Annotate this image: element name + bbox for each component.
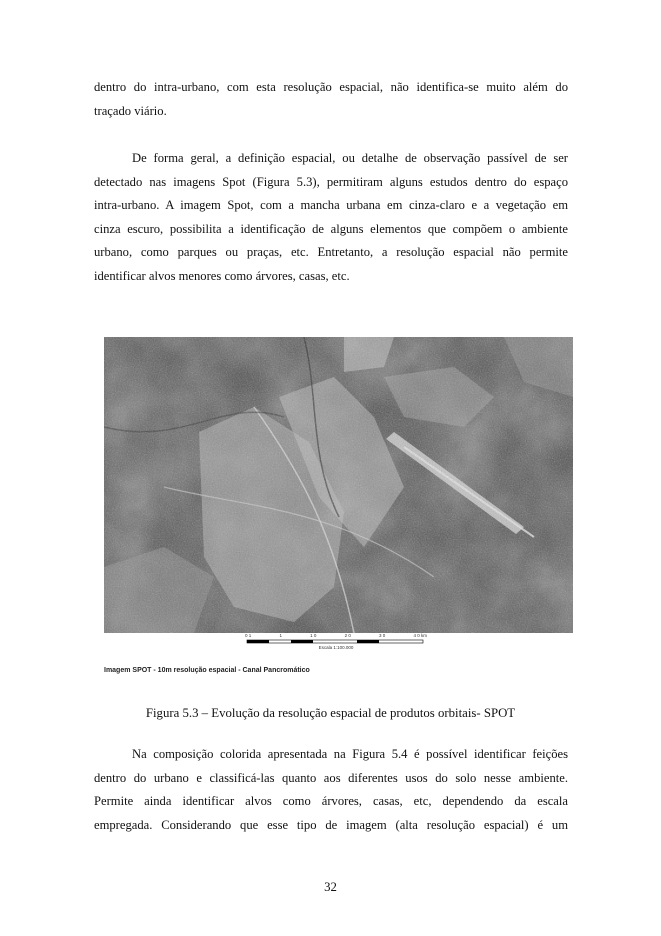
text-line: urbano, como parques ou praças, etc. Entretanto, a resolução espacial não permite bbox=[94, 245, 568, 259]
scale-tick-label: 1 bbox=[279, 633, 282, 638]
scale-tick-label: 3 0 bbox=[379, 633, 386, 638]
scale-tick-label: 2 0 bbox=[344, 633, 351, 638]
text-line: intra-urbano. A imagem Spot, com a mancha urbana em cinza-claro e a vegetação em bbox=[94, 198, 568, 212]
scale-label: Escala 1:100.000 bbox=[318, 645, 354, 650]
spot-satellite-image bbox=[104, 337, 573, 633]
page-number: 32 bbox=[324, 880, 337, 894]
text-line: identificar alvos menores como árvores, casas, etc. bbox=[94, 268, 350, 283]
text-line: cinza escuro, possibilita a identificação de alguns elementos que compõem o ambiente bbox=[94, 221, 568, 236]
scale-bar bbox=[245, 634, 427, 654]
figure-credit: Imagem SPOT - 10m resolução espacial - Canal Pancromático bbox=[104, 667, 310, 674]
paragraph-1 bbox=[94, 76, 568, 123]
text-line: De forma geral, a definição espacial, ou detalhe de observação passível de ser bbox=[132, 151, 568, 165]
text-line: Na composição colorida apresentada na Figura 5.4 é possível identificar feições bbox=[132, 747, 568, 761]
paragraph-3 bbox=[94, 743, 568, 837]
figure-caption: Figura 5.3 – Evolução da resolução espacial de produtos orbitais- SPOT bbox=[145, 706, 516, 720]
text-line: detectado nas imagens Spot (Figura 5.3), permitiram alguns estudos dentro do espaço bbox=[94, 174, 568, 189]
text-line: empregada. Considerando que esse tipo de imagem (alta resolução espacial) é um bbox=[94, 817, 568, 832]
paragraph-2 bbox=[94, 147, 568, 288]
text-line: traçado viário. bbox=[94, 103, 167, 118]
scale-tick-label: 4 0 km bbox=[413, 633, 427, 638]
scale-tick-label: 0 1 bbox=[245, 633, 252, 638]
text-line: dentro do intra-urbano, com esta resolução espacial, não identifica-se muito além do bbox=[94, 80, 568, 94]
text-line: Permite ainda identificar alvos como árvores, casas, etc, dependendo da escala bbox=[94, 794, 568, 808]
text-line: dentro do urbano e classificá-las quanto aos diferentes usos do solo nesse ambiente. bbox=[94, 770, 568, 785]
scale-tick-label: 1 0 bbox=[310, 633, 317, 638]
